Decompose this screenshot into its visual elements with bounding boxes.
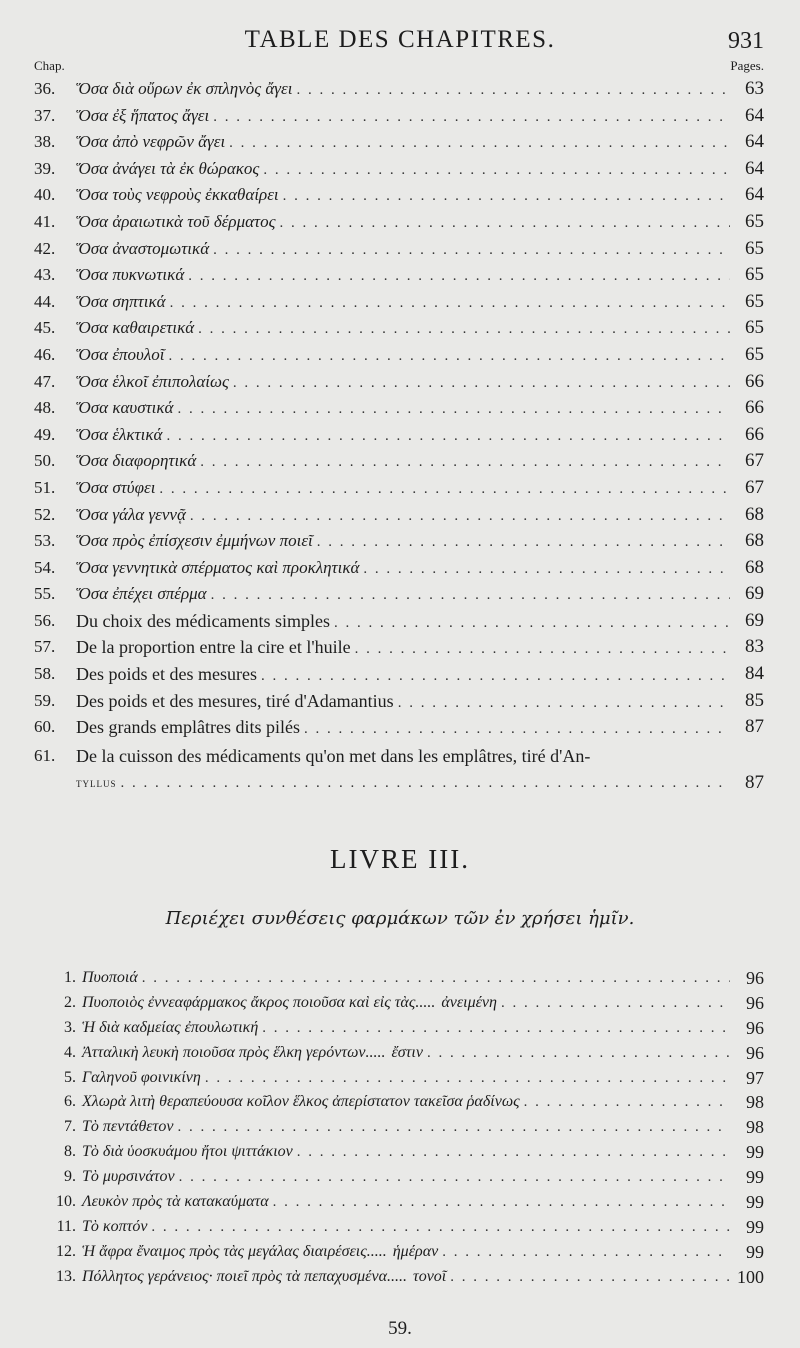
list-item [0,688,800,715]
chapter-title: Ὅσα σηπτικά [76,291,166,311]
chapter-number: 41. [34,211,56,231]
page-ref: 69 [745,583,764,605]
chapter-title: Ὅσα ἐξ ἥπατος ἄγει [76,105,210,125]
chapter-title: Ἡ διὰ καδμείας ἐπουλωτική [82,1018,259,1036]
page-ref: 65 [745,237,764,259]
list-item [0,1041,800,1066]
chapter-title: Ὅσα διὰ οὔρων ἐκ σπληνὸς ἄγει [76,79,293,98]
chapter-number: 49. [34,424,56,444]
leader-dots [229,130,730,157]
leader-dots [142,966,730,991]
list-item [0,608,800,635]
leader-dots [263,157,730,184]
list-item [0,129,800,156]
chapter-title: Des poids et des mesures, tiré d'Adamantius [76,690,394,711]
leader-dots [262,1016,730,1041]
page-ref: 67 [745,476,764,498]
leader-dots [233,370,730,397]
book-subtitle: Περιέχει συνθέσεις φαρμάκων τῶν ἐν χρήσει ἡμῖν. [165,908,635,929]
chapter-number: 6. [64,1093,76,1111]
chapter-number: 12. [56,1242,76,1260]
chapter-title: Τὸ πεντάθετον [82,1118,174,1136]
leader-dots [200,449,730,476]
pages-column-label: Pages. [730,58,764,73]
chapter-title: Ὅσα καυστικά [76,398,174,418]
leader-dots [398,690,730,717]
chapter-number: 46. [34,344,56,364]
chapter-title: Πυοποιά [82,969,138,986]
list-item [0,1265,800,1290]
chapter-title: Des grands emplâtres dits pilés [76,717,300,738]
page-ref: 65 [745,264,764,286]
chapter-number: 43. [34,265,56,285]
chapter-number: 36. [34,79,56,98]
chapter-title: Ὅσα γάλα γεννᾷ [76,504,186,524]
chapter-title: Ἀτταλικὴ λευκὴ ποιοῦσα πρὸς ἕλκη γερόντων..... [82,1043,386,1061]
list-item [0,502,800,529]
list-item [0,1016,800,1041]
leader-dots [355,636,730,663]
leader-dots [501,991,730,1016]
chapter-title: Ὅσα ἐπέχει σπέρμα [76,584,207,604]
chapter-list-book3 [0,966,800,1290]
leader-dots [166,423,730,450]
list-item [0,714,800,741]
chapter-number: 59. [34,690,56,710]
chapter-title: Ὅσα ἑλκοῖ ἐπιπολαίως [76,371,229,391]
chapter-number: 56. [34,610,56,630]
list-item [0,369,800,396]
chapter-number: 9. [64,1168,76,1186]
list-item [0,182,800,209]
list-item [0,1140,800,1165]
chapter-title-tail: ἡμέραν [392,1242,439,1260]
chapter-title: Ὅσα πρὸς ἐπίσχεσιν ἐμμήνων ποιεῖ [76,531,313,551]
chapter-number: 53. [34,531,56,551]
chapter-title-line2: tyllus [76,774,117,790]
page-ref: 68 [745,530,764,552]
page-ref: 85 [745,689,764,711]
list-item [0,661,800,688]
page-ref: 65 [745,343,764,365]
chapter-number: 13. [56,1267,76,1285]
page-ref: 96 [746,968,764,988]
chapter-number: 52. [34,504,56,524]
page-ref: 68 [745,503,764,525]
page-ref: 98 [746,1117,764,1138]
list-item [0,528,800,555]
leader-dots [213,237,730,264]
chapter-title: Du choix des médicaments simples [76,610,330,631]
chapter-number: 57. [34,637,56,657]
list-item [0,342,800,369]
chapter-title: Ὅσα ἀπὸ νεφρῶν ἄγει [76,132,226,152]
page-ref: 87 [745,716,764,738]
list-item [0,991,800,1016]
chapter-title: Ἡ ἄφρα ἔναιμος πρὸς τὰς μεγάλας διαιρέσεις..... [82,1242,387,1260]
chapter-title-tail: τονοῖ [412,1267,447,1285]
chapter-number: 61. [34,746,56,765]
chapter-title-tail: ἀνειμένη [441,993,497,1011]
page-ref: 69 [745,609,764,631]
page-ref: 84 [745,663,764,685]
chapter-column-label: Chap. [34,58,65,73]
chapter-61-entry [0,743,800,796]
chapter-title: Ὅσα καθαιρετικά [76,318,195,338]
page-title: TABLE DES CHAPITRES. [244,26,556,53]
list-item [0,743,800,770]
chapter-number: 2. [64,993,76,1011]
running-header [0,26,800,62]
page-ref: 65 [745,317,764,339]
list-item [0,422,800,449]
page-ref: 99 [746,1216,764,1237]
chapter-number: 3. [64,1018,76,1036]
page-ref: 97 [746,1067,764,1088]
list-item [0,475,800,502]
page-ref: 65 [745,290,764,312]
leader-dots [121,770,731,797]
page-ref: 64 [745,184,764,206]
chapter-number: 60. [34,717,56,737]
page-ref: 64 [745,104,764,126]
chapter-title: Ὅσα στύφει [76,477,156,497]
list-item [0,1190,800,1215]
chapter-title-line1: De la cuisson des médicaments qu'on met dans les emplâtres, tiré d'An- [76,746,591,766]
leader-dots [159,476,730,503]
chapter-number: 8. [64,1143,76,1161]
leader-dots [179,1165,730,1190]
chapter-list-book2 [0,76,800,741]
chapter-title: Ὅσα διαφορητικά [76,451,197,471]
chapter-number: 40. [34,185,56,205]
chapter-title: Ὅσα ἀνάγει τὰ ἐκ θώρακος [76,158,260,178]
page-ref: 83 [745,636,764,658]
chapter-title: Ὅσα ἐπουλοῖ [76,344,165,364]
page-ref: 87 [745,771,764,793]
chapter-title: Ὅσα τοὺς νεφροὺς ἐκκαθαίρει [76,185,279,205]
list-item [0,156,800,183]
list-item [0,581,800,608]
chapter-title: Πόλλητος γεράνειος· ποιεῖ πρὸς τὰ πεπαχυσμένα..... [82,1267,407,1285]
chapter-number: 5. [64,1068,76,1086]
leader-dots [168,343,730,370]
list-item [0,1240,800,1265]
chapter-title: De la proportion entre la cire et l'huile [76,637,351,658]
leader-dots [151,1215,730,1240]
chapter-title: Ὅσα ἀραιωτικὰ τοῦ δέρματος [76,211,276,231]
list-item [0,103,800,130]
chapter-number: 4. [64,1043,76,1061]
page-ref: 96 [746,1042,764,1063]
page-ref: 66 [745,397,764,419]
list-item-continuation [0,770,800,797]
leader-dots [273,1190,730,1215]
chapter-number: 1. [64,969,76,986]
chapter-number: 39. [34,158,56,178]
leader-dots [442,1240,730,1265]
list-item [0,1115,800,1140]
leader-dots [170,290,730,317]
list-item [0,76,800,103]
page-ref: 99 [746,1241,764,1262]
chapter-number: 45. [34,318,56,338]
leader-dots [283,183,730,210]
leader-dots [205,1066,730,1091]
chapter-title: Τὸ διὰ ὑοσκυάμου ἤτοι ψιττάκιον [82,1143,293,1161]
leader-dots [304,716,730,743]
chapter-title: Ὅσα γεννητικὰ σπέρματος καὶ προκλητικά [76,557,360,577]
list-item [0,395,800,422]
page-ref: 96 [746,992,764,1013]
leader-dots [297,1140,730,1165]
chapter-number: 50. [34,451,56,471]
list-item [0,236,800,263]
chapter-number: 37. [34,105,56,125]
chapter-title: Ὅσα πυκνωτικά [76,265,185,285]
chapter-title: Ὅσα ἀναστομωτικά [76,238,210,258]
page-ref: 65 [745,210,764,232]
chapter-number: 47. [34,371,56,391]
leader-dots [190,503,730,530]
chapter-number: 42. [34,238,56,258]
chapter-number: 44. [34,291,56,311]
page-ref: 64 [745,131,764,153]
leader-dots [261,663,730,690]
page-ref: 63 [745,78,764,99]
chapter-number: 7. [64,1118,76,1136]
list-item [0,262,800,289]
page-ref: 96 [746,1017,764,1038]
page-ref: 100 [737,1266,764,1287]
list-item [0,289,800,316]
chapter-title: Τὸ μυρσινάτον [82,1168,175,1186]
chapter-title: Χλωρὰ λιτὴ θεραπεύουσα κοῖλον ἕλκος ἀπερίστατον τακεῖσα ῥαδίνως [82,1093,520,1111]
chapter-number: 55. [34,584,56,604]
page-ref: 99 [746,1192,764,1213]
page-ref: 67 [745,450,764,472]
leader-dots [524,1090,730,1115]
leader-dots [427,1041,730,1066]
page-ref: 66 [745,370,764,392]
list-item [0,448,800,475]
list-item [0,1215,800,1240]
leader-dots [317,529,730,556]
page-ref: 99 [746,1167,764,1188]
chapter-number: 38. [34,132,56,152]
chapter-title: Πυοποιὸς ἐννεαφάρμακος ἄκρος ποιοῦσα καὶ εἰς τὰς..... [82,993,436,1011]
list-item [0,1066,800,1091]
leader-dots [334,610,730,637]
chapter-title-tail: ἔστιν [391,1043,423,1061]
list-item [0,1165,800,1190]
leader-dots [198,316,730,343]
list-item [0,966,800,991]
page-ref: 66 [745,423,764,445]
leader-dots [188,263,730,290]
chapter-number: 58. [34,664,56,684]
leader-dots [177,396,730,423]
folio-signature: 59. [388,1318,412,1339]
book-heading: LIVRE III. [330,844,470,874]
column-headers [34,58,764,74]
page-ref: 68 [745,556,764,578]
list-item [0,634,800,661]
page-ref: 64 [745,157,764,179]
list-item [0,555,800,582]
leader-dots [177,1115,730,1140]
chapter-title: Des poids et des mesures [76,664,257,685]
leader-dots [450,1265,730,1290]
page-ref: 98 [746,1092,764,1113]
chapter-number: 54. [34,557,56,577]
page-ref: 99 [746,1142,764,1163]
leader-dots [213,104,730,131]
chapter-title: Τὸ κοπτόν [82,1217,148,1235]
chapter-number: 48. [34,398,56,418]
chapter-number: 11. [56,1217,76,1235]
page-number: 931 [728,28,764,54]
leader-dots [363,556,730,583]
chapter-number: 51. [34,477,56,497]
list-item [0,209,800,236]
leader-dots [211,582,730,609]
chapter-title: Γαληνοῦ φοινικίνη [82,1068,201,1086]
list-item [0,315,800,342]
chapter-title: Ὅσα ἑλκτικά [76,424,163,444]
leader-dots [280,210,730,237]
leader-dots [296,77,730,104]
chapter-title: Λευκὸν πρὸς τὰ κατακαύματα [82,1193,269,1211]
list-item [0,1090,800,1115]
chapter-number: 10. [56,1193,76,1211]
